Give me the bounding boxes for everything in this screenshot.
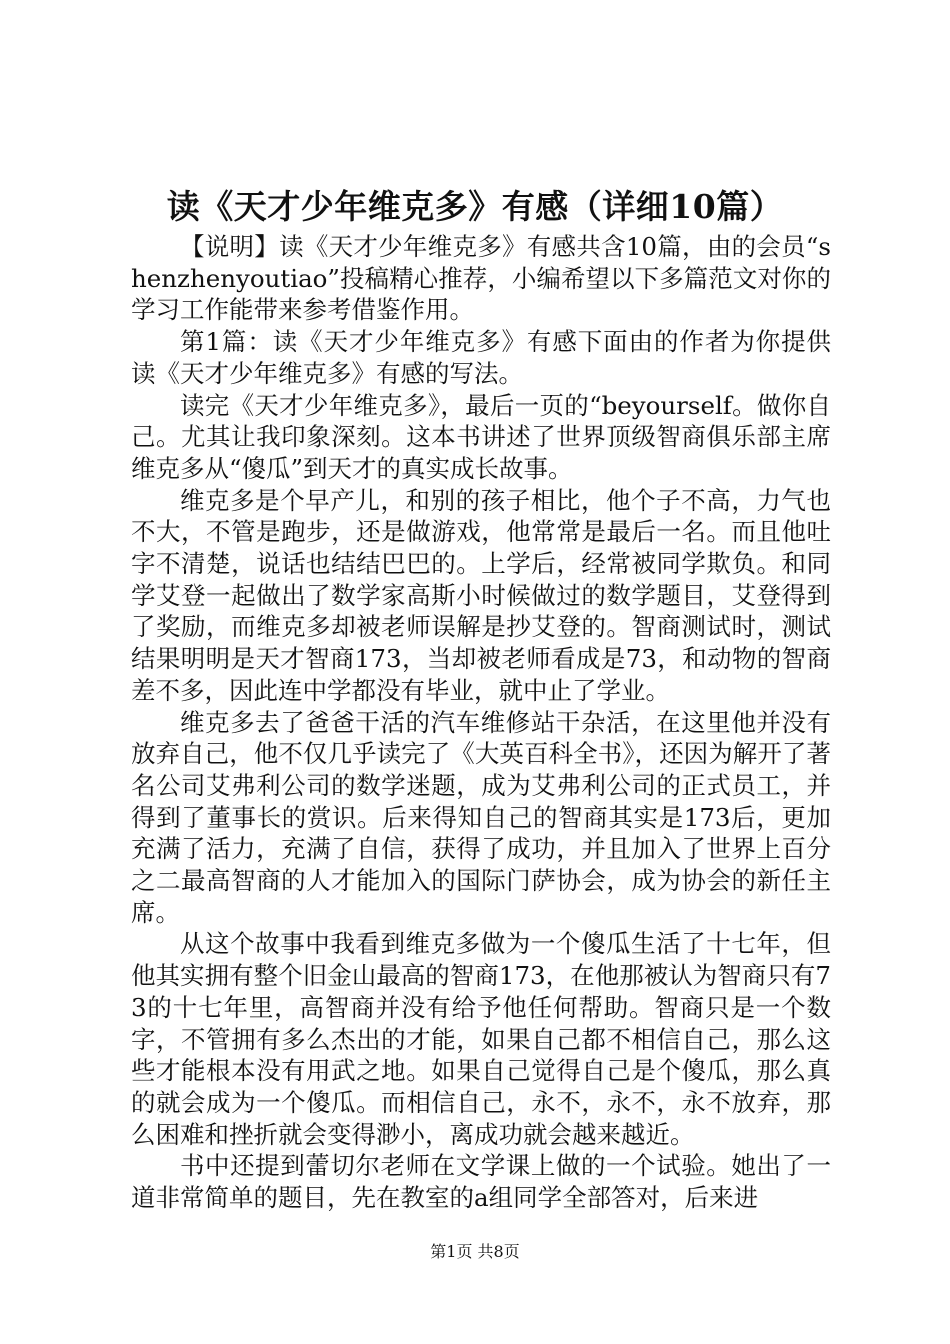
document-title: 读《天才少年维克多》有感（详细10篇） bbox=[166, 187, 784, 226]
paragraph-chapter-heading: 第1篇：读《天才少年维克多》有感下面由的作者为你提供读《天才少年维克多》有感的写法。 bbox=[131, 327, 831, 388]
paragraph-intro: 【说明】读《天才少年维克多》有感共含10篇，由的会员“shenzhenyoutiao”投稿精心推荐，小编希望以下多篇范文对你的学习工作能带来参考借鉴作用。 bbox=[131, 232, 831, 325]
paragraph: 书中还提到蕾切尔老师在文学课上做的一个试验。她出了一道非常简单的题目，先在教室的a组同学全部答对，后来进 bbox=[131, 1151, 831, 1213]
paragraph: 读完《天才少年维克多》，最后一页的“beyourself。做你自己。尤其让我印象深刻。这本书讲述了世界顶级智商俱乐部主席维克多从“傻瓜”到天才的真实成长故事。 bbox=[131, 390, 831, 483]
page-number-footer: 第1页 共8页 bbox=[430, 1242, 520, 1261]
paragraph: 维克多去了爸爸干活的汽车维修站干杂活，在这里他并没有放弃自己，他不仅几乎读完了《大英百科全书》，还因为解开了著名公司艾弗利公司的数学迷题，成为艾弗利公司的正式员工，并得到了董事长的赏识。后来得知自己的智商其实是173后，更加充满了活力，充满了自信，获得了成功，并且加入了世界上百分之二最高智商的人才能加入的国际门萨协会，成为协会的新任主席。 bbox=[131, 707, 831, 927]
paragraph: 维克多是个早产儿，和别的孩子相比，他个子不高，力气也不大，不管是跑步，还是做游戏，他常常是最后一名。而且他吐字不清楚，说话也结结巴巴的。上学后，经常被同学欺负。和同学艾登一起做出了数学家高斯小时候做过的数学题目，艾登得到了奖励，而维克多却被老师误解是抄艾登的。智商测试时，测试结果明明是天才智商173，当却被老师看成是73，和动物的智商差不多，因此连中学都没有毕业，就中止了学业。 bbox=[131, 485, 831, 705]
paragraph: 从这个故事中我看到维克多做为一个傻瓜生活了十七年，但他其实拥有整个旧金山最高的智商173，在他那被认为智商只有73的十七年里，高智商并没有给予他任何帮助。智商只是一个数字，不管拥有多么杰出的才能，如果自己都不相信自己，那么这些才能根本没有用武之地。如果自己觉得自己是个傻瓜，那么真的就会成为一个傻瓜。而相信自己，永不，永不，永不放弃，那么困难和挫折就会变得渺小，离成功就会越来越近。 bbox=[131, 929, 831, 1149]
document-body bbox=[131, 231, 831, 1214]
